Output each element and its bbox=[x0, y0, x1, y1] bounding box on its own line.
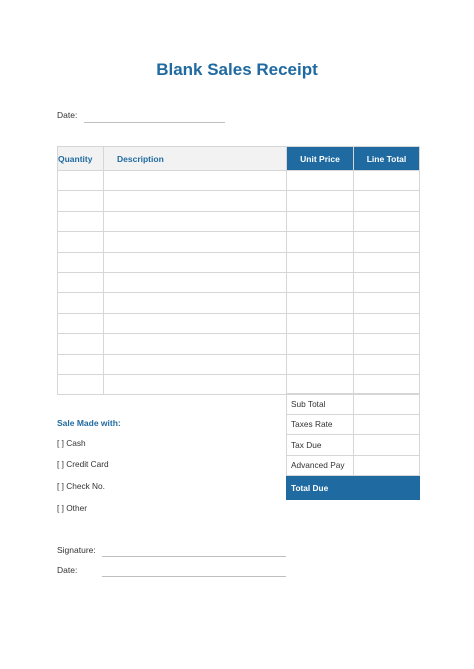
table-row bbox=[58, 252, 420, 272]
payment-option-cash[interactable]: [ ] Cash bbox=[57, 438, 86, 448]
line-total-cell[interactable] bbox=[354, 171, 420, 191]
line-total-cell[interactable] bbox=[354, 334, 420, 354]
quantity-cell[interactable] bbox=[58, 171, 104, 191]
date-field[interactable] bbox=[84, 122, 225, 123]
description-cell[interactable] bbox=[104, 171, 287, 191]
line-total-cell[interactable] bbox=[354, 354, 420, 374]
table-row bbox=[58, 211, 420, 231]
description-cell[interactable] bbox=[104, 252, 287, 272]
payment-heading: Sale Made with: bbox=[57, 418, 121, 428]
payment-option-other[interactable]: [ ] Other bbox=[57, 503, 87, 513]
header-line-total: Line Total bbox=[354, 147, 420, 171]
description-cell[interactable] bbox=[104, 272, 287, 292]
unit-price-cell[interactable] bbox=[287, 313, 354, 333]
unit-price-cell[interactable] bbox=[287, 334, 354, 354]
unit-price-cell[interactable] bbox=[287, 232, 354, 252]
summary-row-taxes-rate bbox=[287, 414, 420, 435]
taxes-rate-label: Taxes Rate bbox=[287, 414, 354, 435]
quantity-cell[interactable] bbox=[58, 293, 104, 313]
quantity-cell[interactable] bbox=[58, 272, 104, 292]
unit-price-cell[interactable] bbox=[287, 293, 354, 313]
subtotal-label: Sub Total bbox=[287, 394, 354, 415]
quantity-cell[interactable] bbox=[58, 252, 104, 272]
tax-due-value[interactable] bbox=[354, 435, 420, 456]
summary-row-total-due bbox=[287, 476, 420, 500]
line-total-cell[interactable] bbox=[354, 191, 420, 211]
unit-price-cell[interactable] bbox=[287, 252, 354, 272]
page-title: Blank Sales Receipt bbox=[156, 60, 318, 79]
quantity-cell[interactable] bbox=[58, 374, 104, 394]
footer-date-label: Date: bbox=[57, 565, 78, 575]
table-row bbox=[58, 334, 420, 354]
line-total-cell[interactable] bbox=[354, 293, 420, 313]
table-row bbox=[58, 171, 420, 191]
summary-row-tax-due bbox=[287, 435, 420, 456]
advanced-pay-label: Advanced Pay bbox=[287, 455, 354, 476]
header-quantity: Quantity bbox=[58, 147, 104, 171]
items-header-row bbox=[58, 147, 420, 171]
subtotal-value[interactable] bbox=[354, 394, 420, 415]
unit-price-cell[interactable] bbox=[287, 272, 354, 292]
summary-table bbox=[286, 393, 420, 500]
tax-due-label: Tax Due bbox=[287, 435, 354, 456]
description-cell[interactable] bbox=[104, 354, 287, 374]
payment-option-check[interactable]: [ ] Check No. bbox=[57, 481, 105, 491]
line-total-cell[interactable] bbox=[354, 252, 420, 272]
line-total-cell[interactable] bbox=[354, 374, 420, 394]
description-cell[interactable] bbox=[104, 191, 287, 211]
unit-price-cell[interactable] bbox=[287, 211, 354, 231]
footer-date-field[interactable] bbox=[102, 576, 286, 577]
unit-price-cell[interactable] bbox=[287, 374, 354, 394]
line-total-cell[interactable] bbox=[354, 272, 420, 292]
summary-row-advanced-pay bbox=[287, 455, 420, 476]
table-row bbox=[58, 374, 420, 394]
taxes-rate-value[interactable] bbox=[354, 414, 420, 435]
table-row bbox=[58, 232, 420, 252]
quantity-cell[interactable] bbox=[58, 313, 104, 333]
quantity-cell[interactable] bbox=[58, 211, 104, 231]
quantity-cell[interactable] bbox=[58, 334, 104, 354]
line-total-cell[interactable] bbox=[354, 313, 420, 333]
unit-price-cell[interactable] bbox=[287, 171, 354, 191]
description-cell[interactable] bbox=[104, 334, 287, 354]
table-row bbox=[58, 191, 420, 211]
unit-price-cell[interactable] bbox=[287, 191, 354, 211]
table-row bbox=[58, 313, 420, 333]
description-cell[interactable] bbox=[104, 293, 287, 313]
date-label: Date: bbox=[57, 110, 78, 120]
line-total-cell[interactable] bbox=[354, 232, 420, 252]
line-total-cell[interactable] bbox=[354, 211, 420, 231]
summary-row-subtotal bbox=[287, 394, 420, 415]
quantity-cell[interactable] bbox=[58, 191, 104, 211]
description-cell[interactable] bbox=[104, 232, 287, 252]
unit-price-cell[interactable] bbox=[287, 354, 354, 374]
table-row bbox=[58, 354, 420, 374]
description-cell[interactable] bbox=[104, 211, 287, 231]
header-unit-price: Unit Price bbox=[287, 147, 354, 171]
quantity-cell[interactable] bbox=[58, 232, 104, 252]
description-cell[interactable] bbox=[104, 313, 287, 333]
payment-option-credit-card[interactable]: [ ] Credit Card bbox=[57, 459, 109, 469]
total-due-label: Total Due bbox=[287, 476, 354, 500]
table-row bbox=[58, 293, 420, 313]
quantity-cell[interactable] bbox=[58, 354, 104, 374]
items-table bbox=[57, 146, 420, 395]
signature-field[interactable] bbox=[102, 556, 286, 557]
total-due-value[interactable] bbox=[354, 476, 420, 500]
signature-label: Signature: bbox=[57, 545, 96, 555]
header-description: Description bbox=[104, 147, 287, 171]
advanced-pay-value[interactable] bbox=[354, 455, 420, 476]
description-cell[interactable] bbox=[104, 374, 287, 394]
table-row bbox=[58, 272, 420, 292]
